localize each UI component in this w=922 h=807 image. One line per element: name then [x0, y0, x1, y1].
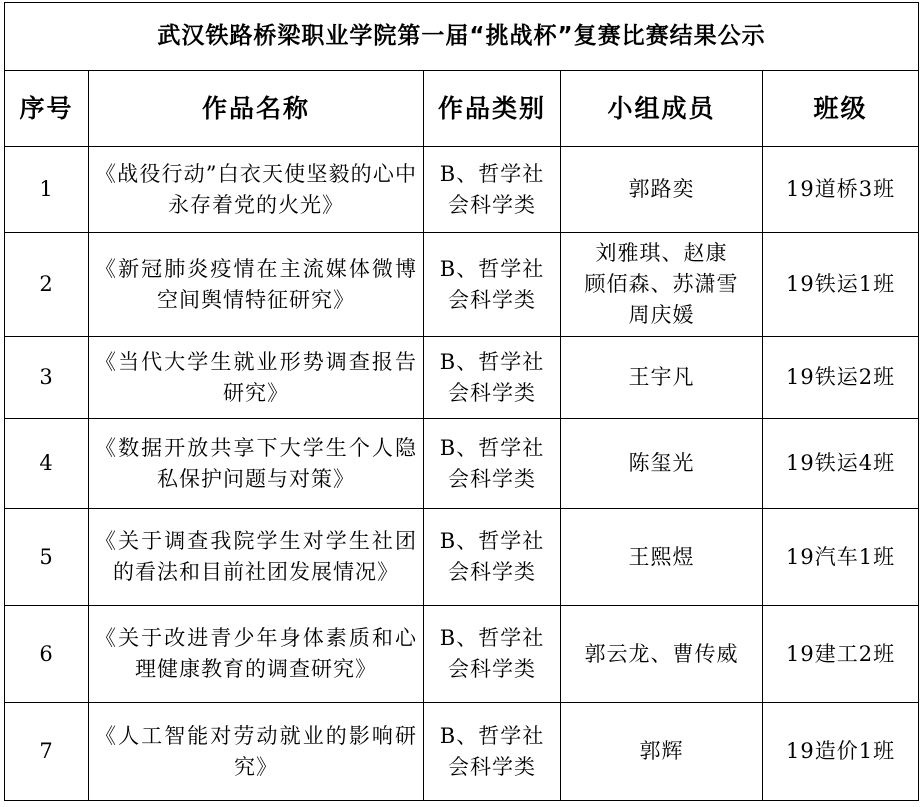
- work-category: B、哲学社会科学类: [424, 509, 561, 606]
- group-members: 刘雅琪、赵康 顾佰森、苏潇雪 周庆媛: [561, 233, 763, 337]
- header-class: 班级: [763, 71, 919, 147]
- work-name: 《数据开放共享下大学生个人隐私保护问题与对策》: [89, 419, 424, 509]
- class-name: 19铁运2班: [763, 337, 919, 419]
- group-members: 王熙煜: [561, 509, 763, 606]
- class-name: 19建工2班: [763, 606, 919, 703]
- document-title: 武汉铁路桥梁职业学院第一届“挑战杯”复赛比赛结果公示: [5, 3, 919, 71]
- header-category: 作品类别: [424, 71, 561, 147]
- table-row: [5, 337, 919, 419]
- header-members: 小组成员: [561, 71, 763, 147]
- work-category: B、哲学社会科学类: [424, 606, 561, 703]
- header-work-name: 作品名称: [89, 71, 424, 147]
- table-row: [5, 606, 919, 703]
- title-row: [5, 3, 919, 71]
- class-name: 19铁运4班: [763, 419, 919, 509]
- row-number: 2: [5, 233, 89, 337]
- work-category: B、哲学社会科学类: [424, 233, 561, 337]
- table-row: [5, 509, 919, 606]
- work-name: 《人工智能对劳动就业的影响研究》: [89, 703, 424, 801]
- row-number: 1: [5, 147, 89, 233]
- work-category: B、哲学社会科学类: [424, 147, 561, 233]
- class-name: 19铁运1班: [763, 233, 919, 337]
- work-name: 《新冠肺炎疫情在主流媒体微博空间舆情特征研究》: [89, 233, 424, 337]
- header-number: 序号: [5, 71, 89, 147]
- header-row: [5, 71, 919, 147]
- table-row: [5, 233, 919, 337]
- work-name: 《关于调查我院学生对学生社团的看法和目前社团发展情况》: [89, 509, 424, 606]
- table-row: [5, 703, 919, 801]
- table-row: [5, 419, 919, 509]
- row-number: 6: [5, 606, 89, 703]
- group-members: 郭云龙、曹传威: [561, 606, 763, 703]
- work-name: 《关于改进青少年身体素质和心理健康教育的调查研究》: [89, 606, 424, 703]
- class-name: 19道桥3班: [763, 147, 919, 233]
- row-number: 4: [5, 419, 89, 509]
- class-name: 19造价1班: [763, 703, 919, 801]
- class-name: 19汽车1班: [763, 509, 919, 606]
- row-number: 5: [5, 509, 89, 606]
- group-members: 王宇凡: [561, 337, 763, 419]
- results-table: [4, 2, 919, 801]
- row-number: 7: [5, 703, 89, 801]
- group-members: 郭路奕: [561, 147, 763, 233]
- row-number: 3: [5, 337, 89, 419]
- group-members: 郭辉: [561, 703, 763, 801]
- table-row: [5, 147, 919, 233]
- work-category: B、哲学社会科学类: [424, 419, 561, 509]
- work-category: B、哲学社会科学类: [424, 337, 561, 419]
- work-name: 《当代大学生就业形势调查报告研究》: [89, 337, 424, 419]
- group-members: 陈玺光: [561, 419, 763, 509]
- work-category: B、哲学社会科学类: [424, 703, 561, 801]
- work-name: 《战役行动”白衣天使坚毅的心中永存着党的火光》: [89, 147, 424, 233]
